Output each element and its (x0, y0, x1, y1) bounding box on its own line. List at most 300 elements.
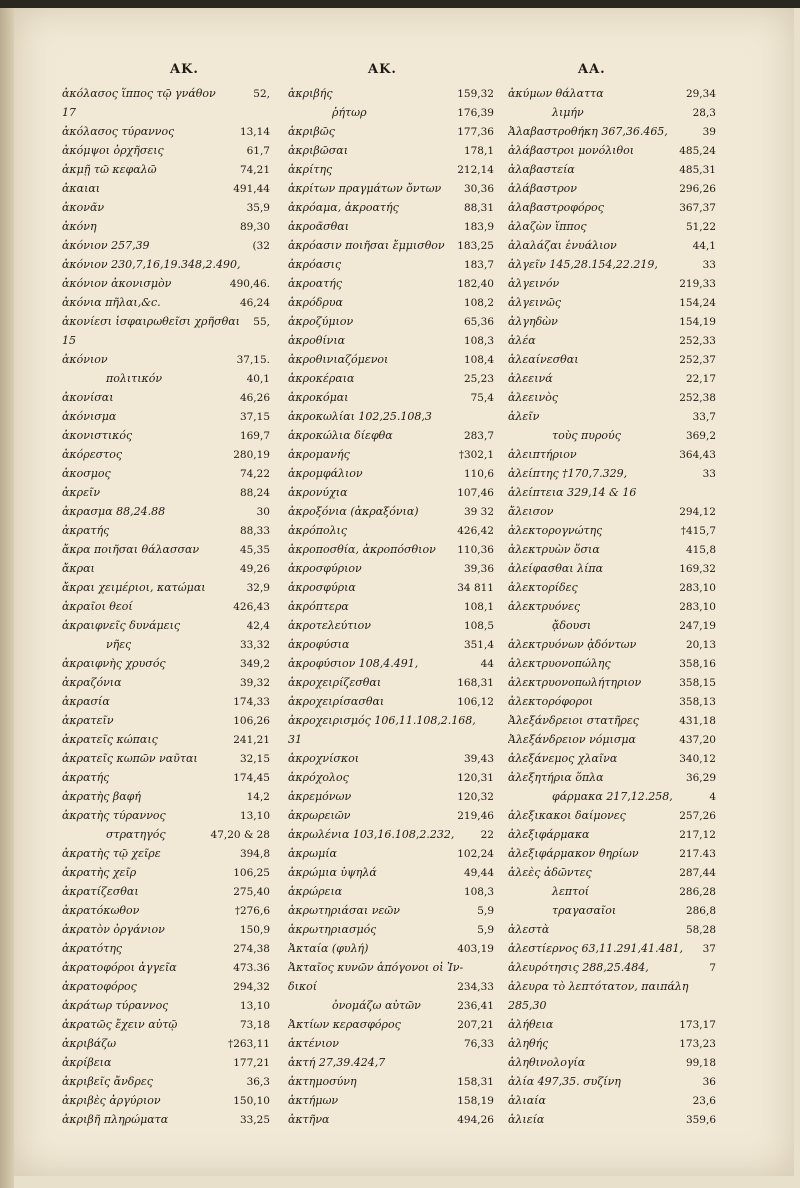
entry-term: ἀκριβάζω (62, 1037, 117, 1050)
index-entry (288, 217, 494, 236)
entry-term: ἀκρατὴς τῷ χεῖρε (62, 847, 161, 860)
entry-term: ἀκρόασις (288, 258, 342, 271)
entry-term: ἀλεκτρυονοπώλης (508, 657, 611, 670)
entry-term: ἀκριβὲς ἀργύριον (62, 1094, 161, 1107)
entry-term: λεπτοί (552, 885, 590, 898)
index-entry (62, 502, 270, 521)
index-entry (288, 768, 494, 787)
entry-term: ἀκρεῖν (62, 486, 101, 499)
index-entry (508, 445, 716, 464)
entry-term: ἀλεεινά (508, 372, 553, 385)
entry-term: ἄκραι (62, 562, 95, 575)
entry-reference: 283,10 (679, 582, 716, 594)
entry-reference: 177,21 (233, 1057, 270, 1069)
entry-reference: 76,33 (463, 1038, 494, 1050)
entry-reference: 485,31 (679, 164, 716, 176)
index-entry (288, 920, 494, 939)
entry-term: ἄκραι χειμέριοι, κατώμαι (62, 581, 206, 594)
entry-reference: 33,7 (692, 411, 716, 423)
entry-reference: 34 811 (457, 582, 494, 594)
index-entry (288, 597, 494, 616)
entry-reference: 252,38 (679, 392, 716, 404)
entry-term: ἀλιαία (508, 1094, 546, 1107)
index-entry (62, 578, 270, 597)
index-entry (508, 711, 716, 730)
index-entry (62, 673, 270, 692)
entry-reference: 73,18 (239, 1019, 270, 1031)
entry-reference: 351,4 (463, 639, 494, 651)
entry-reference: 415,8 (685, 544, 716, 556)
index-entry (288, 483, 494, 502)
index-entry (508, 958, 716, 977)
index-entry (62, 160, 270, 179)
entry-term: ἀκρατοφόρος (62, 980, 137, 993)
entry-reference: 158,31 (457, 1076, 494, 1088)
index-entry (508, 369, 716, 388)
entry-term: ἀλείφασθαι λίπα (508, 562, 604, 575)
entry-term: ἀκροατής (288, 277, 342, 290)
index-entry (62, 521, 270, 540)
index-entry (508, 483, 716, 502)
entry-reference: 177,36 (457, 126, 494, 138)
index-entry (508, 1110, 716, 1129)
entry-reference: 108,2 (463, 297, 494, 309)
index-entry (62, 540, 270, 559)
index-entry (508, 331, 716, 350)
index-entry (508, 768, 716, 787)
entry-reference: 14,2 (246, 791, 270, 803)
index-entry (62, 1091, 270, 1110)
entry-reference: 44 (480, 658, 494, 670)
index-entry (288, 654, 494, 673)
entry-reference: 35,9 (246, 202, 270, 214)
entry-reference: 110,36 (457, 544, 494, 556)
entry-term: ἀκροτελεύτιον (288, 619, 371, 632)
entry-reference: 217.43 (679, 848, 716, 860)
index-entry (62, 464, 270, 483)
entry-reference: 30 (256, 506, 270, 518)
entry-term: ἀκρίβεια (62, 1056, 112, 1069)
entry-reference: 252,33 (679, 335, 716, 347)
entry-reference: 359,6 (685, 1114, 716, 1126)
entry-term: ἀκτήμων (288, 1094, 339, 1107)
entry-term: ἀλευρότησις 288,25.484, (508, 961, 649, 974)
index-entry (508, 559, 716, 578)
entry-reference: 169,32 (679, 563, 716, 575)
entry-term: ἀκρασμα 88,24.88 (62, 505, 166, 518)
index-entry (288, 331, 494, 350)
index-entry (508, 407, 716, 426)
index-entry (288, 711, 494, 730)
index-entry (288, 293, 494, 312)
entry-term: ἀκρωτηριάσαι νεῶν (288, 904, 400, 917)
entry-term: ἀκροχειρισμός 106,11.108,2.168, (288, 714, 476, 727)
index-entry (62, 1110, 270, 1129)
entry-reference: 40,1 (246, 373, 270, 385)
entry-term: ἀλεξιφάρμακον θηρίων (508, 847, 639, 860)
index-entry (62, 103, 270, 122)
index-entry (62, 977, 270, 996)
index-column-2 (288, 84, 494, 1164)
index-entry (508, 635, 716, 654)
entry-reference: 280,19 (233, 449, 270, 461)
entry-term: ἀκροσφύρια (288, 581, 356, 594)
index-entry (508, 84, 716, 103)
entry-term: ἀληθής (508, 1037, 549, 1050)
entry-reference: 485,24 (679, 145, 716, 157)
index-entry (508, 1015, 716, 1034)
entry-reference: 431,18 (679, 715, 716, 727)
entry-reference: 44,1 (692, 240, 716, 252)
entry-term: ἀλάβαστρον (508, 182, 577, 195)
index-entry (508, 939, 716, 958)
entry-term: ἀκόλασος ἵππος τῷ γνάθον (62, 87, 216, 100)
entry-reference: 74,21 (239, 164, 270, 176)
entry-term: ἀλεαίνεσθαι (508, 353, 579, 366)
entry-reference: 33,25 (239, 1114, 270, 1126)
entry-reference: 33 (702, 259, 716, 271)
index-entry (288, 369, 494, 388)
entry-reference: 7 (709, 962, 716, 974)
entry-term: ἀκρονύχια (288, 486, 348, 499)
entry-term: ἀκρόπολις (288, 524, 348, 537)
entry-term: ὀνομάζω αὐτῶν (332, 999, 421, 1012)
entry-term: ἀλεξάνεμος χλαῖνα (508, 752, 618, 765)
index-entry (62, 787, 270, 806)
entry-term: ἀκρατής (62, 524, 110, 537)
entry-term: ἀκρατόκωθον (62, 904, 140, 917)
index-entry (508, 179, 716, 198)
entry-term: ἀλαζὼν ἵππος (508, 220, 587, 233)
entry-term: ἀκύμων θάλαττα (508, 87, 604, 100)
index-entry (508, 692, 716, 711)
entry-term: ἀκροφύσια (288, 638, 350, 651)
entry-term: φάρμακα 217,12.258, (552, 790, 673, 803)
entry-term: ἀλείπτεια 329,14 & 16 (508, 486, 637, 499)
index-entry (62, 711, 270, 730)
entry-reference: 358,13 (679, 696, 716, 708)
entry-reference: 75,4 (470, 392, 494, 404)
index-entry (62, 654, 270, 673)
entry-term: ἀκόνιον (62, 353, 108, 366)
entry-reference: 25,23 (463, 373, 494, 385)
entry-reference: 74,22 (239, 468, 270, 480)
index-entry (62, 217, 270, 236)
index-entry (288, 616, 494, 635)
entry-reference: 46,24 (239, 297, 270, 309)
entry-reference: 173,23 (679, 1038, 716, 1050)
entry-reference: 108,3 (463, 335, 494, 347)
entry-reference: 437,20 (679, 734, 716, 746)
index-entry (508, 502, 716, 521)
index-entry (508, 350, 716, 369)
entry-term: ἄκρα ποιῆσαι θάλασσαν (62, 543, 200, 556)
index-entry (288, 274, 494, 293)
entry-term: ἀλγεῖν 145,28.154,22.219, (508, 258, 658, 271)
entry-term: ἀκροκωλίαι 102,25.108,3 (288, 410, 432, 423)
entry-reference: 275,40 (233, 886, 270, 898)
entry-reference: 286,28 (679, 886, 716, 898)
entry-reference: 13,10 (239, 1000, 270, 1012)
index-entry (62, 331, 270, 350)
index-entry (288, 958, 494, 977)
index-entry (508, 1072, 716, 1091)
entry-term: ἀλεὲς ἀδῶντες (508, 866, 592, 879)
index-entry (62, 749, 270, 768)
entry-reference: 174,45 (233, 772, 270, 784)
column-header-2: AK. (368, 62, 397, 77)
entry-term: ἀκραιφνεῖς δυνάμεις (62, 619, 181, 632)
index-entry (62, 84, 270, 103)
entry-term: ἀκτή 27,39.424,7 (288, 1056, 386, 1069)
index-entry (288, 806, 494, 825)
index-entry (62, 483, 270, 502)
entry-term: ἀλεκτορογνώτης (508, 524, 603, 537)
entry-reference: 52, (253, 88, 270, 100)
entry-term: ἀκρομανής (288, 448, 350, 461)
entry-term: ἀκρωλένια 103,16.108,2.232, (288, 828, 455, 841)
index-entry (508, 1034, 716, 1053)
index-entry (288, 179, 494, 198)
entry-term: ἀλαβαστεία (508, 163, 575, 176)
entry-reference: 47,20 & 28 (210, 829, 270, 841)
entry-term: ἀκρωρειῶν (288, 809, 351, 822)
entry-reference: 5,9 (477, 924, 494, 936)
index-entry (288, 863, 494, 882)
entry-reference: 358,16 (679, 658, 716, 670)
entry-term: ἀλαλάζαι ἐνυάλιον (508, 239, 617, 252)
index-entry (508, 749, 716, 768)
entry-reference: 426,43 (233, 601, 270, 613)
entry-reference: 173,17 (679, 1019, 716, 1031)
entry-reference: 20,13 (685, 639, 716, 651)
entry-term: ἀκρατίζεσθαι (62, 885, 139, 898)
index-entry (62, 445, 270, 464)
entry-reference: 241,21 (233, 734, 270, 746)
entry-reference: 23,6 (692, 1095, 716, 1107)
entry-reference: 39,36 (463, 563, 494, 575)
index-entry (508, 882, 716, 901)
index-entry (62, 844, 270, 863)
entry-reference: 158,19 (457, 1095, 494, 1107)
entry-reference: 88,31 (463, 202, 494, 214)
entry-reference: 426,42 (457, 525, 494, 537)
index-entry (62, 388, 270, 407)
entry-term: ἀκραῖοι θεοί (62, 600, 133, 613)
index-entry (62, 730, 270, 749)
entry-reference: 110,6 (463, 468, 494, 480)
entry-term: ἀκρωμία (288, 847, 337, 860)
index-entry (62, 863, 270, 882)
entry-term: ἀλγεινόν (508, 277, 560, 290)
index-entry (62, 1015, 270, 1034)
index-entry (288, 787, 494, 806)
index-entry (508, 787, 716, 806)
entry-term: ἀκριβῆ πληρώματα (62, 1113, 169, 1126)
index-entry (288, 1091, 494, 1110)
entry-term: τοὺς πυρούς (552, 429, 621, 442)
index-entry (508, 540, 716, 559)
entry-reference: 13,10 (239, 810, 270, 822)
entry-term: στρατηγός (106, 828, 166, 841)
index-entry (288, 426, 494, 445)
index-entry (508, 920, 716, 939)
entry-reference: 154,24 (679, 297, 716, 309)
index-entry (508, 122, 716, 141)
entry-reference: 236,41 (457, 1000, 494, 1012)
index-entry (508, 806, 716, 825)
entry-term: ἀκόνιον ἀκονισμὸν (62, 277, 172, 290)
entry-term: ἀλεκτρυονοπωλήτηριον (508, 676, 642, 689)
index-entry (62, 806, 270, 825)
entry-term: Ἀκταία (φυλή) (288, 942, 369, 955)
index-entry (508, 654, 716, 673)
index-entry (62, 825, 270, 844)
entry-term: ἀλευρα τὸ λεπτότατον, παιπάλη (508, 980, 689, 993)
entry-term: ἀλεεινὸς (508, 391, 558, 404)
index-entry (62, 274, 270, 293)
entry-term: ἀκονίεσι ἰσφαιρωθεῖσι χρῆσθαι (62, 315, 240, 328)
index-entry (508, 274, 716, 293)
index-entry (288, 407, 494, 426)
entry-reference: 367,37 (679, 202, 716, 214)
index-entry (508, 255, 716, 274)
entry-reference: 490,46. (229, 278, 270, 290)
entry-reference: 108,5 (463, 620, 494, 632)
index-entry (288, 844, 494, 863)
entry-term: ἀκμῇ τῶ κεφαλῶ (62, 163, 157, 176)
entry-reference: 106,12 (457, 696, 494, 708)
entry-term: ἀλέα (508, 334, 536, 347)
entry-term: Ἀλεξάνδρειον νόμισμα (508, 733, 636, 746)
index-entry (508, 844, 716, 863)
entry-reference: †415,7 (680, 525, 716, 537)
entry-reference: 65,36 (463, 316, 494, 328)
entry-reference: 108,4 (463, 354, 494, 366)
entry-term: ἀκρόδρυα (288, 296, 343, 309)
entry-reference: 89,30 (239, 221, 270, 233)
entry-term: ἀλεκτρυόνες (508, 600, 581, 613)
index-entry (288, 160, 494, 179)
entry-reference: 49,26 (239, 563, 270, 575)
index-entry (62, 236, 270, 255)
entry-term: ἀκραζόνια (62, 676, 122, 689)
entry-reference: 154,19 (679, 316, 716, 328)
entry-reference: 217,12 (679, 829, 716, 841)
index-entry (288, 236, 494, 255)
entry-reference: 364,43 (679, 449, 716, 461)
index-entry (288, 1015, 494, 1034)
entry-term: Ἀλαβαστροθήκη 367,36.465, (508, 125, 668, 138)
entry-term: ἀκρατής (62, 771, 110, 784)
entry-term: ἀκόρεστος (62, 448, 123, 461)
entry-term: ἀλγηδὼν (508, 315, 558, 328)
entry-term: ἀκράτωρ τύραννος (62, 999, 169, 1012)
entry-term: ἀκτῆνα (288, 1113, 330, 1126)
index-entry (288, 540, 494, 559)
index-entry (62, 255, 270, 274)
entry-reference: 340,12 (679, 753, 716, 765)
entry-term: δικοί (288, 980, 318, 993)
entry-reference: 183,7 (463, 259, 494, 271)
entry-reference: 39,32 (239, 677, 270, 689)
index-entry (288, 1053, 494, 1072)
entry-term: ἀκρατὴς βαφή (62, 790, 141, 803)
entry-reference: (32 (252, 240, 270, 252)
index-entry (288, 692, 494, 711)
entry-term: ῥήτωρ (332, 106, 367, 119)
entry-reference: 294,12 (679, 506, 716, 518)
entry-term: ἀλεξιφάρμακα (508, 828, 590, 841)
entry-term: ἀκριβῶσαι (288, 144, 349, 157)
entry-term: 285,30 (508, 999, 547, 1012)
index-entry (288, 122, 494, 141)
entry-term: ἀλεῖν (508, 410, 540, 423)
index-entry (62, 692, 270, 711)
entry-term: ἀκριβής (288, 87, 333, 100)
entry-term: ἀκρατῶς ἔχειν αὐτῷ (62, 1018, 178, 1031)
entry-term: ἀλεκτρυὼν ὅσια (508, 543, 600, 556)
entry-term: ἀκτημοσύνη (288, 1075, 357, 1088)
entry-term: ἀλεστίερνος 63,11.291,41.481, (508, 942, 684, 955)
entry-reference: 37,15. (236, 354, 270, 366)
entry-term: ἀκτένιον (288, 1037, 339, 1050)
index-entry (62, 996, 270, 1015)
entry-term: ἀλήθεια (508, 1018, 554, 1031)
entry-term: ἀκρατεῖς κωπῶν ναῦται (62, 752, 198, 765)
column-header-1: AK. (170, 62, 199, 77)
index-entry (288, 825, 494, 844)
entry-reference: 58,28 (685, 924, 716, 936)
entry-reference: 247,19 (679, 620, 716, 632)
entry-term: ἀκροφύσιον 108,4.491, (288, 657, 419, 670)
index-entry (62, 882, 270, 901)
index-entry (288, 141, 494, 160)
index-entry (508, 673, 716, 692)
page-edge-shadow (0, 0, 14, 1188)
entry-term: ἀκροξόνια (ἀκραξόνια) (288, 505, 419, 518)
entry-term: ἀλία 497,35. συζίνη (508, 1075, 621, 1088)
entry-term: ἀκροσφύριον (288, 562, 362, 575)
entry-term: ἀλεκτορίδες (508, 581, 578, 594)
entry-term: ἀλεκτορόφοροι (508, 695, 594, 708)
index-entry (62, 920, 270, 939)
index-entry (508, 578, 716, 597)
index-entry (62, 407, 270, 426)
entry-term: ἀκρόασιν ποιῆσαι ἔμμισθον (288, 239, 445, 252)
entry-reference: 176,39 (457, 107, 494, 119)
entry-term: ἀκραιφνὴς χρυσός (62, 657, 166, 670)
index-entry (508, 1091, 716, 1110)
entry-reference: †263,11 (228, 1038, 270, 1050)
entry-term: ἀκροκέραια (288, 372, 355, 385)
entry-term: ἀκρατὸν ὀργάνιον (62, 923, 165, 936)
entry-term: ἀκρόχολος (288, 771, 349, 784)
entry-term: τραγασαῖοι (552, 904, 617, 917)
index-entry (62, 369, 270, 388)
entry-reference: 4 (709, 791, 716, 803)
index-entry (508, 198, 716, 217)
index-entry (288, 502, 494, 521)
running-headers (0, 62, 800, 80)
entry-term: ἀκαιαι (62, 182, 101, 195)
index-entry (288, 1110, 494, 1129)
entry-reference: 120,31 (457, 772, 494, 784)
index-entry (508, 464, 716, 483)
entry-reference: 150,10 (233, 1095, 270, 1107)
index-entry (288, 578, 494, 597)
index-entry (508, 160, 716, 179)
